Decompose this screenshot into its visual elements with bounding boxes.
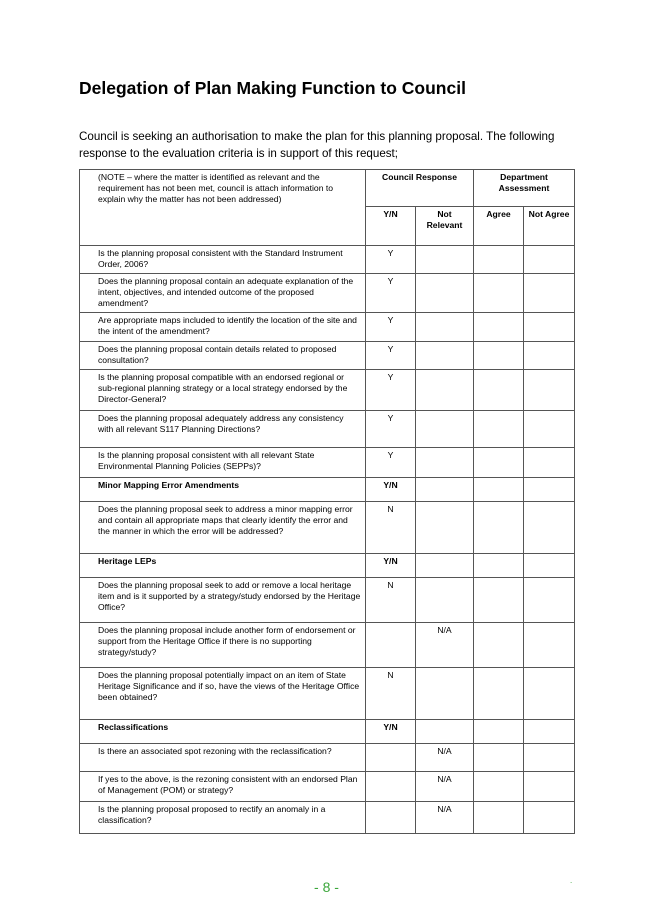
criterion-text: Is the planning proposal consistent with all relevant State Environmental Planning Policies (SEPPs)?: [80, 448, 366, 478]
not-relevant-cell: [416, 502, 474, 554]
criterion-text: Are appropriate maps included to identify the location of the site and the intent of the amendment?: [80, 313, 366, 342]
not-agree-header: Not Agree: [524, 207, 575, 246]
not-relevant-cell: [416, 411, 474, 448]
table-row: [80, 448, 575, 478]
not-relevant-cell: [416, 342, 474, 370]
not-agree-cell: [524, 668, 575, 720]
not-agree-cell: [524, 342, 575, 370]
not-relevant-header: Not Relevant: [416, 207, 474, 246]
table-row: [80, 313, 575, 342]
table-row: [80, 411, 575, 448]
agree-cell: [474, 802, 524, 834]
not-relevant-cell: [416, 313, 474, 342]
table-row: [80, 502, 575, 554]
evaluation-criteria-table: [79, 169, 575, 834]
agree-cell: [474, 720, 524, 744]
not-relevant-cell: [416, 370, 474, 411]
table-row: [80, 342, 575, 370]
not-relevant-cell: N/A: [416, 802, 474, 834]
not-agree-cell: [524, 502, 575, 554]
criterion-text: Reclassifications: [80, 720, 366, 744]
yn-cell: [366, 623, 416, 668]
yn-cell: Y: [366, 448, 416, 478]
agree-cell: [474, 478, 524, 502]
table-row: [80, 668, 575, 720]
criterion-text: Is the planning proposal compatible with an endorsed regional or sub-regional planning strategy or a local strategy endorsed by the Director-General?: [80, 370, 366, 411]
agree-cell: [474, 448, 524, 478]
yn-cell: Y/N: [366, 720, 416, 744]
not-relevant-cell: [416, 478, 474, 502]
criterion-text: Is the planning proposal consistent with the Standard Instrument Order, 2006?: [80, 246, 366, 274]
criterion-text: If yes to the above, is the rezoning consistent with an endorsed Plan of Management (POM) or strategy?: [80, 772, 366, 802]
table-row: [80, 744, 575, 772]
criterion-text: Is there an associated spot rezoning with the reclassification?: [80, 744, 366, 772]
section-row: [80, 478, 575, 502]
yn-cell: Y: [366, 411, 416, 448]
yn-cell: Y: [366, 370, 416, 411]
table-note: (NOTE – where the matter is identified as relevant and the requirement has not been met, council is attach information to explain why the matter has not been addressed): [80, 170, 366, 246]
page-title: Delegation of Plan Making Function to Council: [79, 78, 466, 98]
not-agree-cell: [524, 478, 575, 502]
not-agree-cell: [524, 448, 575, 478]
agree-header: Agree: [474, 207, 524, 246]
agree-cell: [474, 668, 524, 720]
criterion-text: Does the planning proposal contain an adequate explanation of the intent, objectives, and intended outcome of the proposed amendment?: [80, 274, 366, 313]
criterion-text: Minor Mapping Error Amendments: [80, 478, 366, 502]
criterion-text: Does the planning proposal seek to address a minor mapping error and contain all appropriate maps that clearly identify the error and the manner in which the error will be addressed?: [80, 502, 366, 554]
table-row: [80, 370, 575, 411]
yn-cell: N: [366, 502, 416, 554]
agree-cell: [474, 578, 524, 623]
not-relevant-cell: N/A: [416, 623, 474, 668]
not-relevant-cell: N/A: [416, 744, 474, 772]
not-agree-cell: [524, 554, 575, 578]
not-agree-cell: [524, 274, 575, 313]
agree-cell: [474, 772, 524, 802]
not-relevant-cell: [416, 246, 474, 274]
department-assessment-header: Department Assessment: [474, 170, 575, 207]
agree-cell: [474, 623, 524, 668]
agree-cell: [474, 370, 524, 411]
council-response-header: Council Response: [366, 170, 474, 207]
yn-cell: Y/N: [366, 554, 416, 578]
yn-cell: [366, 772, 416, 802]
yn-header: Y/N: [366, 207, 416, 246]
not-agree-cell: [524, 313, 575, 342]
table-row: [80, 274, 575, 313]
section-row: [80, 720, 575, 744]
yn-cell: Y: [366, 274, 416, 313]
yn-cell: [366, 744, 416, 772]
not-agree-cell: [524, 720, 575, 744]
section-row: [80, 554, 575, 578]
not-agree-cell: [524, 623, 575, 668]
agree-cell: [474, 502, 524, 554]
not-agree-cell: [524, 802, 575, 834]
table-row: [80, 578, 575, 623]
not-agree-cell: [524, 744, 575, 772]
intro-paragraph: Council is seeking an authorisation to make the plan for this planning proposal. The following response to the evaluation criteria is in support of this request;: [79, 130, 555, 160]
criterion-text: Does the planning proposal potentially impact on an item of State Heritage Significance and if so, have the views of the Heritage Office been obtained?: [80, 668, 366, 720]
table-row: [80, 772, 575, 802]
criterion-text: Is the planning proposal proposed to rectify an anomaly in a classification?: [80, 802, 366, 834]
not-relevant-cell: [416, 274, 474, 313]
table-row: [80, 623, 575, 668]
footer-mark: .: [570, 876, 573, 885]
criterion-text: Does the planning proposal contain details related to proposed consultation?: [80, 342, 366, 370]
not-relevant-cell: N/A: [416, 772, 474, 802]
yn-cell: Y: [366, 246, 416, 274]
agree-cell: [474, 554, 524, 578]
not-relevant-cell: [416, 448, 474, 478]
yn-cell: N: [366, 578, 416, 623]
criterion-text: Does the planning proposal adequately address any consistency with all relevant S117 Planning Directions?: [80, 411, 366, 448]
agree-cell: [474, 744, 524, 772]
criterion-text: Does the planning proposal seek to add or remove a local heritage item and is it supported by a strategy/study endorsed by the Heritage Office?: [80, 578, 366, 623]
yn-cell: [366, 802, 416, 834]
agree-cell: [474, 246, 524, 274]
yn-cell: Y: [366, 313, 416, 342]
not-agree-cell: [524, 246, 575, 274]
page-number: - 8 -: [314, 879, 339, 895]
not-relevant-cell: [416, 720, 474, 744]
agree-cell: [474, 411, 524, 448]
yn-cell: Y/N: [366, 478, 416, 502]
criterion-text: Does the planning proposal include another form of endorsement or support from the Heritage Office if there is no supporting strategy/study?: [80, 623, 366, 668]
table-row: [80, 802, 575, 834]
agree-cell: [474, 313, 524, 342]
not-agree-cell: [524, 772, 575, 802]
yn-cell: Y: [366, 342, 416, 370]
not-relevant-cell: [416, 668, 474, 720]
not-relevant-cell: [416, 578, 474, 623]
criterion-text: Heritage LEPs: [80, 554, 366, 578]
agree-cell: [474, 342, 524, 370]
not-relevant-cell: [416, 554, 474, 578]
yn-cell: N: [366, 668, 416, 720]
not-agree-cell: [524, 578, 575, 623]
not-agree-cell: [524, 411, 575, 448]
table-row: [80, 246, 575, 274]
criteria-rows: [80, 246, 575, 834]
not-agree-cell: [524, 370, 575, 411]
agree-cell: [474, 274, 524, 313]
